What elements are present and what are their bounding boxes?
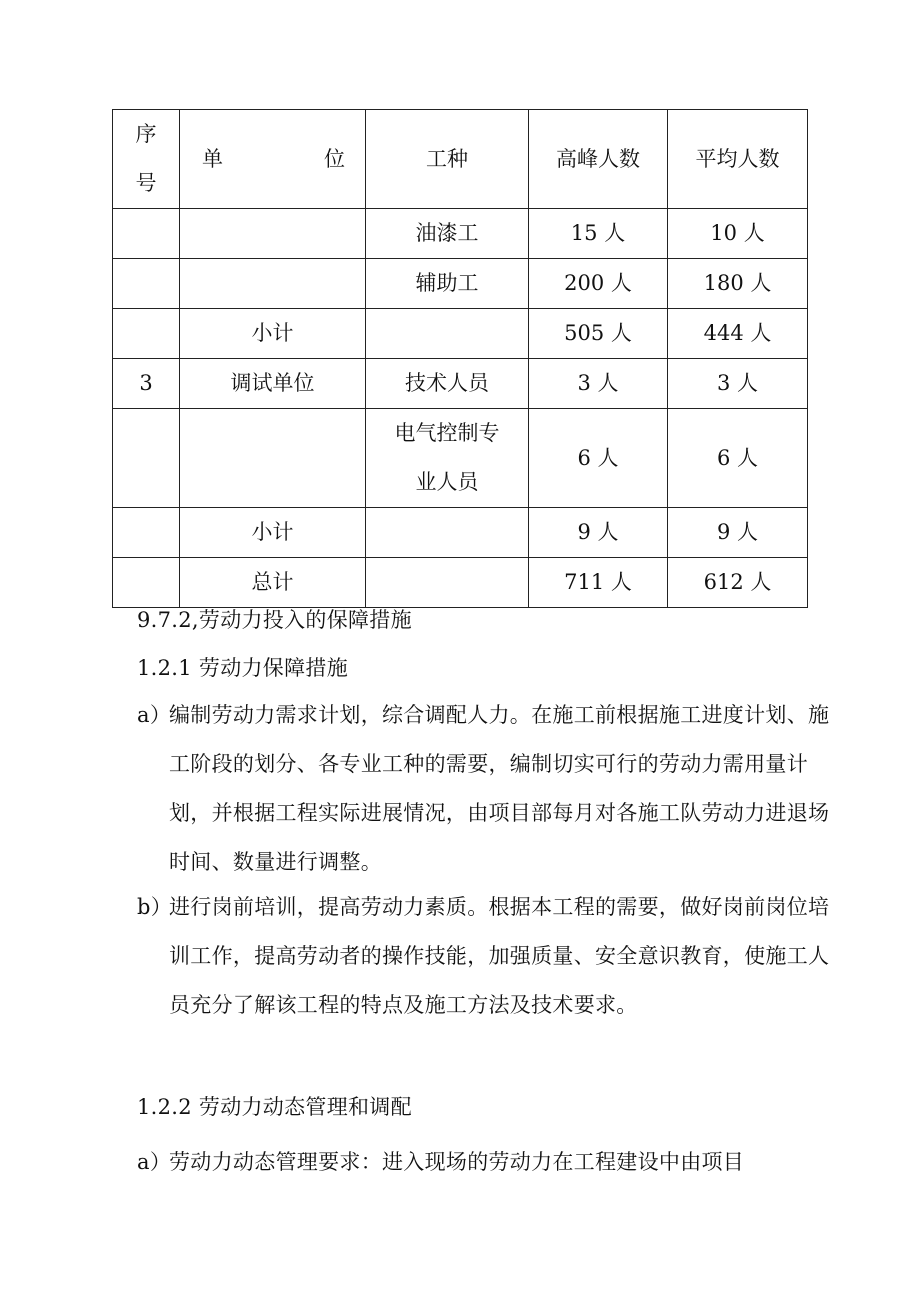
table-row	[113, 558, 808, 608]
header-seq	[113, 110, 180, 209]
cell-peak: 6 人	[529, 409, 668, 508]
cell-average: 612 人	[668, 558, 808, 608]
list-item-text: 劳动力动态管理要求：进入现场的劳动力在工程建设中由项目	[169, 1150, 745, 1174]
cell-trade	[366, 558, 529, 608]
cell-average: 3 人	[668, 359, 808, 409]
table-row	[113, 209, 808, 259]
table-row	[113, 259, 808, 309]
subsection-title-1: 1.2.1 劳动力保障措施	[137, 656, 349, 680]
table-header-row	[113, 110, 808, 209]
cell-trade: 辅助工	[366, 259, 529, 309]
cell-trade	[366, 409, 529, 508]
cell-seq	[113, 209, 180, 259]
header-seq-line2: 号	[135, 171, 157, 195]
cell-unit: 总计	[180, 558, 366, 608]
cell-peak: 200 人	[529, 259, 668, 309]
cell-peak: 9 人	[529, 508, 668, 558]
section-title: 9.7.2,劳动力投入的保障措施	[137, 608, 412, 632]
cell-trade	[366, 309, 529, 359]
header-peak: 高峰人数	[529, 110, 668, 209]
cell-seq	[113, 409, 180, 508]
cell-average: 444 人	[668, 309, 808, 359]
cell-seq	[113, 259, 180, 309]
cell-seq	[113, 558, 180, 608]
cell-trade-line1: 电气控制专	[394, 421, 500, 445]
table-row	[113, 359, 808, 409]
cell-unit: 小计	[180, 508, 366, 558]
cell-unit: 小计	[180, 309, 366, 359]
cell-average: 6 人	[668, 409, 808, 508]
cell-peak: 15 人	[529, 209, 668, 259]
list-item-label: a）	[137, 1150, 172, 1174]
cell-average: 180 人	[668, 259, 808, 309]
cell-trade: 技术人员	[366, 359, 529, 409]
cell-peak: 3 人	[529, 359, 668, 409]
labor-table	[112, 109, 808, 608]
table-row	[113, 309, 808, 359]
header-unit-char1: 单	[202, 146, 223, 171]
cell-unit	[180, 409, 366, 508]
cell-peak: 711 人	[529, 558, 668, 608]
cell-seq	[113, 508, 180, 558]
list-item-a2	[137, 1138, 841, 1187]
header-seq-line1: 序	[135, 122, 157, 146]
list-item-a	[137, 691, 841, 887]
header-unit	[180, 110, 366, 209]
subsection-title-2: 1.2.2 劳动力动态管理和调配	[137, 1095, 412, 1119]
cell-unit	[180, 209, 366, 259]
table-row	[113, 409, 808, 508]
list-item-b	[137, 883, 841, 1030]
cell-average: 10 人	[668, 209, 808, 259]
cell-unit	[180, 259, 366, 309]
cell-trade-line2: 业人员	[415, 470, 479, 494]
cell-unit: 调试单位	[180, 359, 366, 409]
header-unit-char2: 位	[324, 146, 345, 171]
list-item-label: a）	[137, 703, 172, 727]
cell-peak: 505 人	[529, 309, 668, 359]
cell-average: 9 人	[668, 508, 808, 558]
list-item-text: 进行岗前培训，提高劳动力素质。根据本工程的需要，做好岗前岗位培训工作，提高劳动者的操作技能，加强质量、安全意识教育，使施工人员充分了解该工程的特点及施工方法及技术要求。	[169, 895, 830, 1017]
table-row	[113, 508, 808, 558]
header-trade: 工种	[366, 110, 529, 209]
cell-seq: 3	[113, 359, 180, 409]
cell-trade: 油漆工	[366, 209, 529, 259]
header-average: 平均人数	[668, 110, 808, 209]
list-item-text: 编制劳动力需求计划，综合调配人力。在施工前根据施工进度计划、施工阶段的划分、各专业工种的需要，编制切实可行的劳动力需用量计划，并根据工程实际进展情况，由项目部每月对各施工队劳动力进退场时间、数量进行调整。	[169, 703, 830, 874]
list-item-label: b）	[137, 895, 173, 919]
cell-seq	[113, 309, 180, 359]
cell-trade	[366, 508, 529, 558]
